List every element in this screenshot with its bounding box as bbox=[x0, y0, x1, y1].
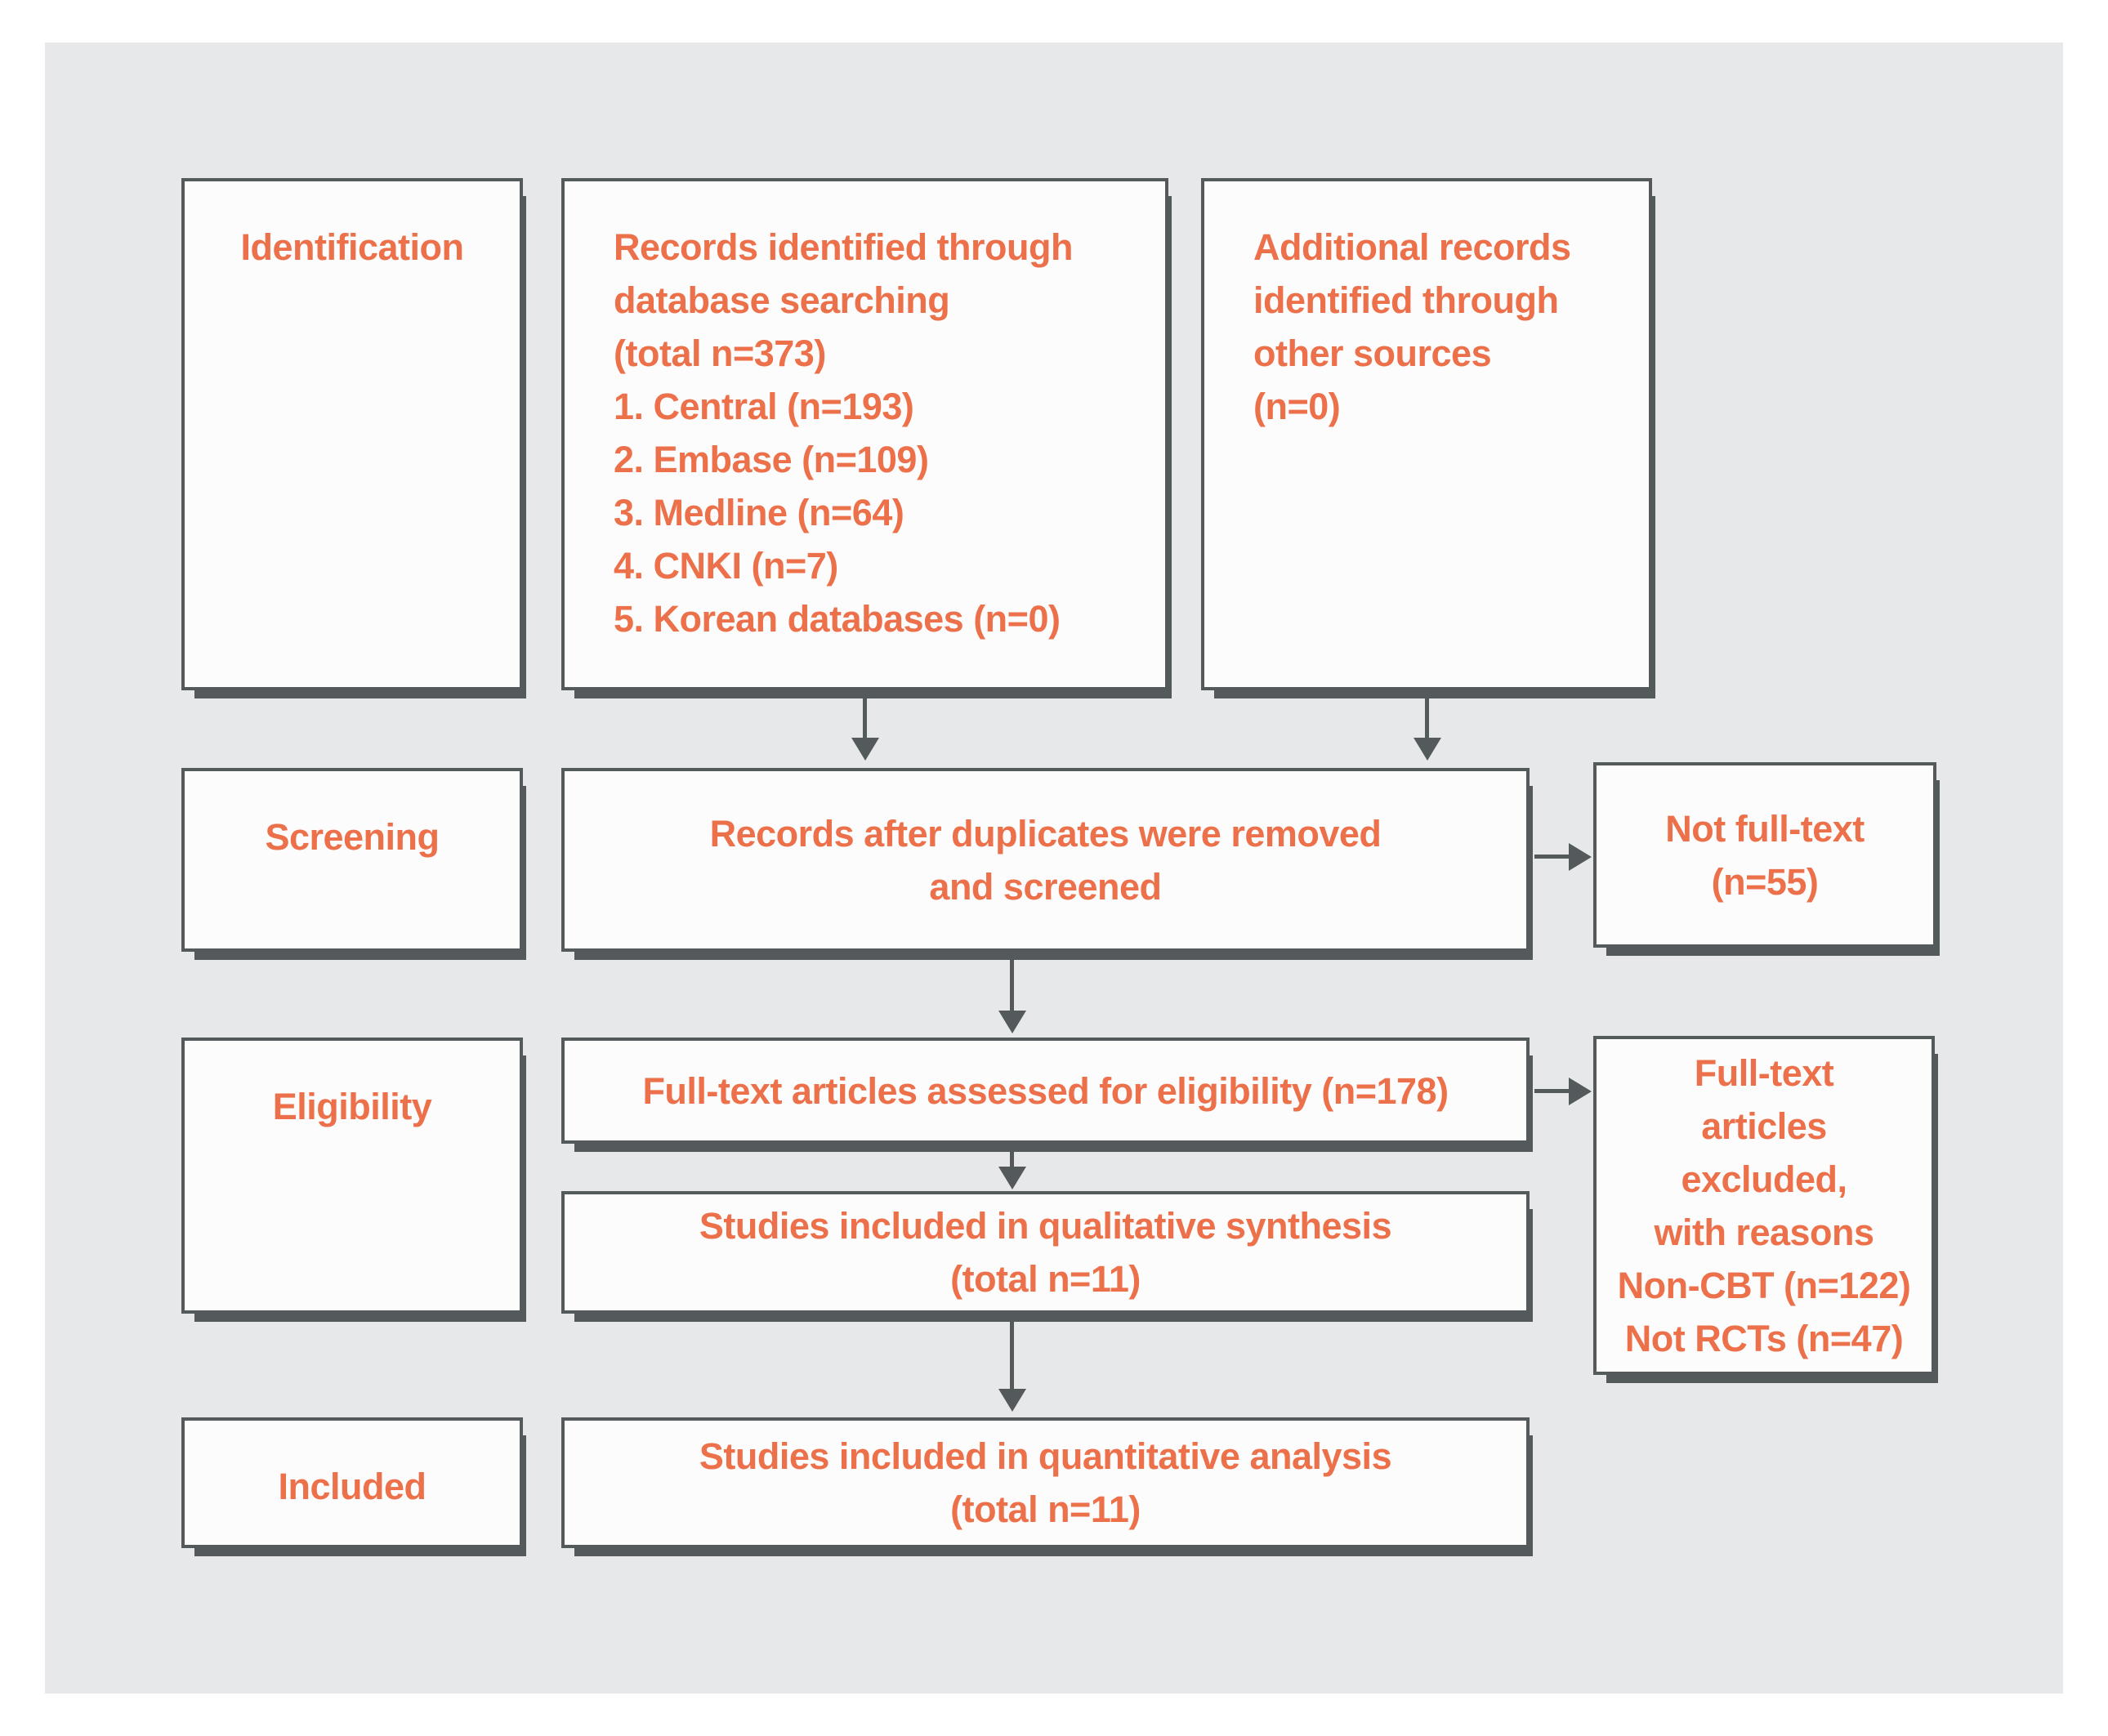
arrow-duplicates-to-not-full-text bbox=[1534, 855, 1569, 859]
text-line: (n=55) bbox=[1711, 860, 1819, 903]
stage-box-screening bbox=[181, 768, 523, 952]
text-line: articles bbox=[1701, 1105, 1827, 1147]
text-line: 5. Korean databases (n=0) bbox=[614, 598, 1061, 640]
stage-label: Screening bbox=[265, 816, 440, 858]
box-qualitative-synthesis bbox=[561, 1191, 1530, 1314]
text-line: (total n=11) bbox=[950, 1258, 1141, 1300]
text-line: (total n=11) bbox=[950, 1488, 1141, 1530]
arrow-duplicates-to-assessed bbox=[1010, 953, 1014, 1011]
text-line: with reasons bbox=[1654, 1211, 1874, 1253]
box-full-text-assessed bbox=[561, 1038, 1530, 1144]
text-line: Non-CBT (n=122) bbox=[1617, 1264, 1911, 1306]
text-line: Full-text articles assessed for eligibility (n=178) bbox=[642, 1069, 1449, 1112]
stage-label: Eligibility bbox=[272, 1086, 432, 1127]
text-line: Records identified through bbox=[614, 226, 1074, 268]
text-line: database searching bbox=[614, 279, 950, 321]
text-line: 3. Medline (n=64) bbox=[614, 492, 904, 533]
text-line: Full-text bbox=[1694, 1051, 1834, 1094]
box-quantitative-analysis bbox=[561, 1417, 1530, 1548]
arrow-records-to-duplicates bbox=[863, 690, 867, 738]
text-line: Not full-text bbox=[1665, 807, 1865, 850]
stage-box-eligibility bbox=[181, 1038, 523, 1314]
stage-label: Included bbox=[278, 1466, 427, 1507]
stage-box-identification bbox=[181, 178, 523, 690]
text-line: (n=0) bbox=[1253, 386, 1341, 427]
text-line: other sources bbox=[1253, 332, 1492, 374]
arrow-assessed-to-excluded bbox=[1534, 1089, 1569, 1093]
text-line: (total n=373) bbox=[614, 332, 826, 374]
box-not-full-text bbox=[1593, 762, 1936, 948]
arrow-assessed-to-qualitative bbox=[1010, 1145, 1014, 1167]
text-line: Studies included in quantitative analysis bbox=[699, 1435, 1392, 1477]
stage-box-included bbox=[181, 1417, 523, 1548]
text-line: excluded, bbox=[1681, 1158, 1847, 1200]
text-line: Records after duplicates were removed bbox=[709, 812, 1382, 855]
text-line: Studies included in qualitative synthesis bbox=[699, 1205, 1392, 1247]
text-line: and screened bbox=[929, 865, 1162, 908]
text-line: 1. Central (n=193) bbox=[614, 386, 914, 427]
text-line: 4. CNKI (n=7) bbox=[614, 545, 838, 587]
box-additional-records bbox=[1201, 178, 1652, 690]
text-line: identified through bbox=[1253, 279, 1559, 321]
box-records-identified bbox=[561, 178, 1168, 690]
box-full-text-excluded bbox=[1593, 1036, 1935, 1375]
stage-label: Identification bbox=[240, 226, 464, 268]
arrow-qualitative-to-quantitative bbox=[1010, 1317, 1014, 1389]
box-duplicates-removed bbox=[561, 768, 1530, 952]
arrow-additional-to-duplicates bbox=[1425, 690, 1429, 738]
text-line: Additional records bbox=[1253, 226, 1571, 268]
text-line: 2. Embase (n=109) bbox=[614, 439, 929, 480]
text-line: Not RCTs (n=47) bbox=[1624, 1317, 1904, 1359]
